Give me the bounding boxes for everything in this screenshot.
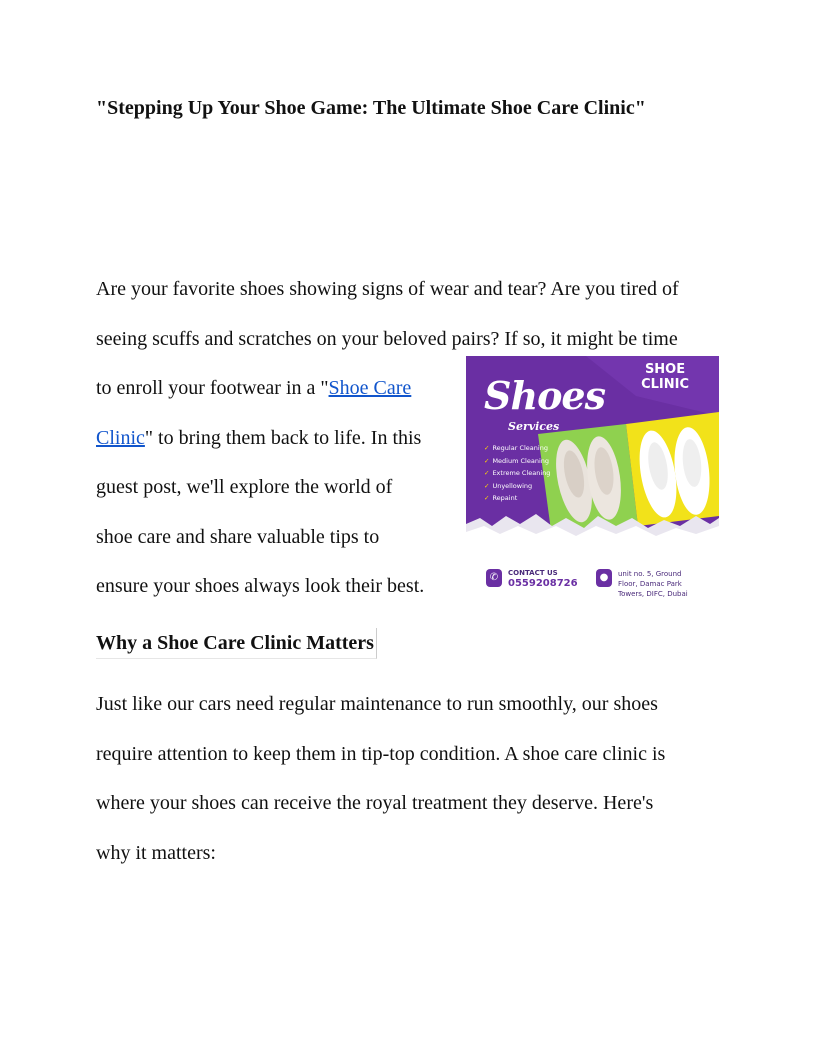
shoe-clinic-promo-image: [466, 356, 719, 608]
section-line-1: Just like our cars need regular maintenance to run smoothly, our shoes: [96, 693, 658, 715]
shoe-care-link-part-1[interactable]: Shoe Care: [328, 377, 412, 399]
service-item: [484, 492, 550, 505]
section-line-4: why it matters:: [96, 841, 216, 864]
intro-line-5: guest post, we'll explore the world of: [96, 476, 393, 498]
contact-label: CONTACT US: [508, 569, 558, 577]
service-item: [484, 455, 550, 468]
address-line-1: unit no. 5, Ground: [618, 570, 682, 578]
promo-brand: Shoes: [484, 373, 605, 418]
check-icon: ✓: [484, 469, 490, 477]
shoe-clinic-line-1: SHOE: [644, 362, 686, 377]
service-item: [484, 480, 550, 493]
shoe-clinic-line-2: CLINIC: [641, 377, 689, 392]
intro-line-4-text: " to bring them back to life. In this: [144, 426, 422, 449]
address-text: [618, 569, 708, 599]
contact-block: [486, 569, 578, 590]
check-icon: ✓: [484, 444, 490, 452]
shoe-care-link-part-2[interactable]: Clinic: [96, 426, 145, 449]
check-icon: ✓: [484, 456, 490, 465]
address-line-3: Towers, DIFC, Dubai: [618, 590, 688, 598]
address-block: [596, 569, 708, 599]
location-pin-icon: ●: [596, 569, 612, 587]
service-label: Unyellowing: [492, 481, 533, 490]
section-line-3: where your shoes can receive the royal treatment they deserve. Here's: [96, 792, 654, 814]
intro-line-3-text: to enroll your footwear in a ": [96, 377, 329, 399]
service-label: Extreme Cleaning: [492, 469, 551, 477]
service-item: [484, 442, 550, 455]
shoe-clinic-heading: [641, 362, 689, 392]
phone-icon: ✆: [486, 569, 502, 587]
intro-line-7: ensure your shoes always look their best.: [96, 575, 425, 597]
document-title: "Stepping Up Your Shoe Game: The Ultimate Shoe Care Clinic": [96, 97, 646, 119]
service-label: Medium Cleaning: [492, 456, 550, 465]
address-line-2: Floor, Damac Park: [618, 580, 682, 588]
service-label: Regular Cleaning: [492, 444, 548, 452]
section-paragraph: [96, 680, 736, 878]
promo-brand-sub: Services: [508, 420, 560, 433]
section-line-2: require attention to keep them in tip-top condition. A shoe care clinic is: [96, 742, 666, 765]
services-list: [484, 442, 550, 505]
contact-phone: 0559208726: [508, 578, 578, 589]
intro-line-6: shoe care and share valuable tips to: [96, 525, 380, 548]
service-label: Repaint: [492, 494, 518, 502]
service-item: [484, 467, 550, 480]
intro-line-2: seeing scuffs and scratches on your beloved pairs? If so, it might be time: [96, 327, 678, 350]
check-icon: ✓: [484, 494, 490, 502]
section-heading: Why a Shoe Care Clinic Matters: [96, 628, 377, 659]
intro-line-1: Are your favorite shoes showing signs of wear and tear? Are you tired of: [96, 278, 679, 300]
check-icon: ✓: [484, 481, 490, 490]
